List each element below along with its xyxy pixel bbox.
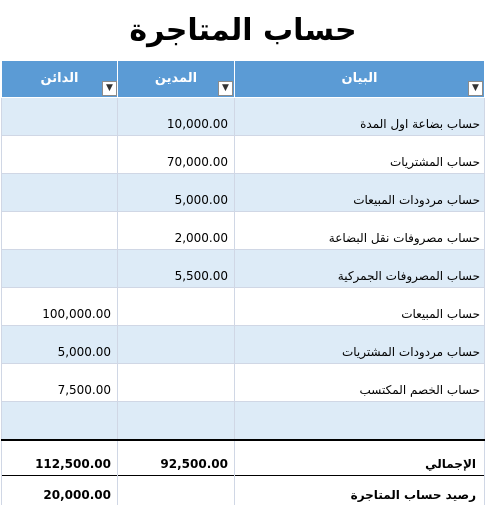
table-row [2, 212, 485, 250]
credit-cell[interactable] [2, 212, 118, 250]
filter-dropdown-icon[interactable]: ▼ [218, 81, 233, 96]
sheet-title: حساب المتاجرة [0, 0, 486, 60]
credit-cell[interactable] [2, 402, 118, 441]
table-row [2, 364, 485, 402]
header-credit [2, 61, 118, 98]
header-debit-label: المدين [118, 71, 234, 86]
description-cell[interactable]: حساب المشتريات [235, 136, 485, 174]
description-cell[interactable]: حساب المبيعات [235, 288, 485, 326]
header-row [2, 61, 485, 98]
balance-row [2, 476, 485, 505]
table-row [2, 288, 485, 326]
debit-cell[interactable]: 5,000.00 [118, 174, 235, 212]
header-credit-label: الدائن [2, 71, 117, 86]
credit-cell[interactable]: 7,500.00 [2, 364, 118, 402]
debit-cell[interactable] [118, 402, 235, 441]
header-description-label: البيان [235, 71, 484, 86]
table-row [2, 250, 485, 288]
debit-cell[interactable]: 70,000.00 [118, 136, 235, 174]
balance-credit-cell[interactable]: 20,000.00 [2, 476, 118, 505]
debit-cell[interactable]: 10,000.00 [118, 98, 235, 136]
debit-cell[interactable] [118, 288, 235, 326]
credit-cell[interactable]: 100,000.00 [2, 288, 118, 326]
total-row [2, 440, 485, 476]
debit-cell[interactable] [118, 364, 235, 402]
table-row [2, 174, 485, 212]
table-row [2, 402, 485, 441]
debit-cell[interactable]: 2,000.00 [118, 212, 235, 250]
debit-cell[interactable]: 5,500.00 [118, 250, 235, 288]
table-row [2, 326, 485, 364]
filter-dropdown-icon[interactable]: ▼ [468, 81, 483, 96]
description-cell[interactable] [235, 402, 485, 441]
description-cell[interactable]: حساب المصروفات الجمركية [235, 250, 485, 288]
table-row [2, 136, 485, 174]
total-credit-cell[interactable]: 112,500.00 [2, 440, 118, 476]
total-debit-cell[interactable]: 92,500.00 [118, 440, 235, 476]
credit-cell[interactable] [2, 174, 118, 212]
balance-label-cell[interactable]: رصيد حساب المتاجرة [235, 476, 485, 505]
header-debit [118, 61, 235, 98]
description-cell[interactable]: حساب مردودات المبيعات [235, 174, 485, 212]
total-label-cell[interactable]: الإجمالي [235, 440, 485, 476]
description-cell[interactable]: حساب مردودات المشتريات [235, 326, 485, 364]
credit-cell[interactable] [2, 250, 118, 288]
header-description [235, 61, 485, 98]
trading-account-table [1, 60, 485, 505]
description-cell[interactable]: حساب بضاعة اول المدة [235, 98, 485, 136]
filter-dropdown-icon[interactable]: ▼ [102, 81, 117, 96]
credit-cell[interactable] [2, 136, 118, 174]
credit-cell[interactable]: 5,000.00 [2, 326, 118, 364]
debit-cell[interactable] [118, 326, 235, 364]
balance-debit-cell[interactable] [118, 476, 235, 505]
credit-cell[interactable] [2, 98, 118, 136]
table-row [2, 98, 485, 136]
description-cell[interactable]: حساب الخصم المكتسب [235, 364, 485, 402]
description-cell[interactable]: حساب مصروفات نقل البضاعة [235, 212, 485, 250]
